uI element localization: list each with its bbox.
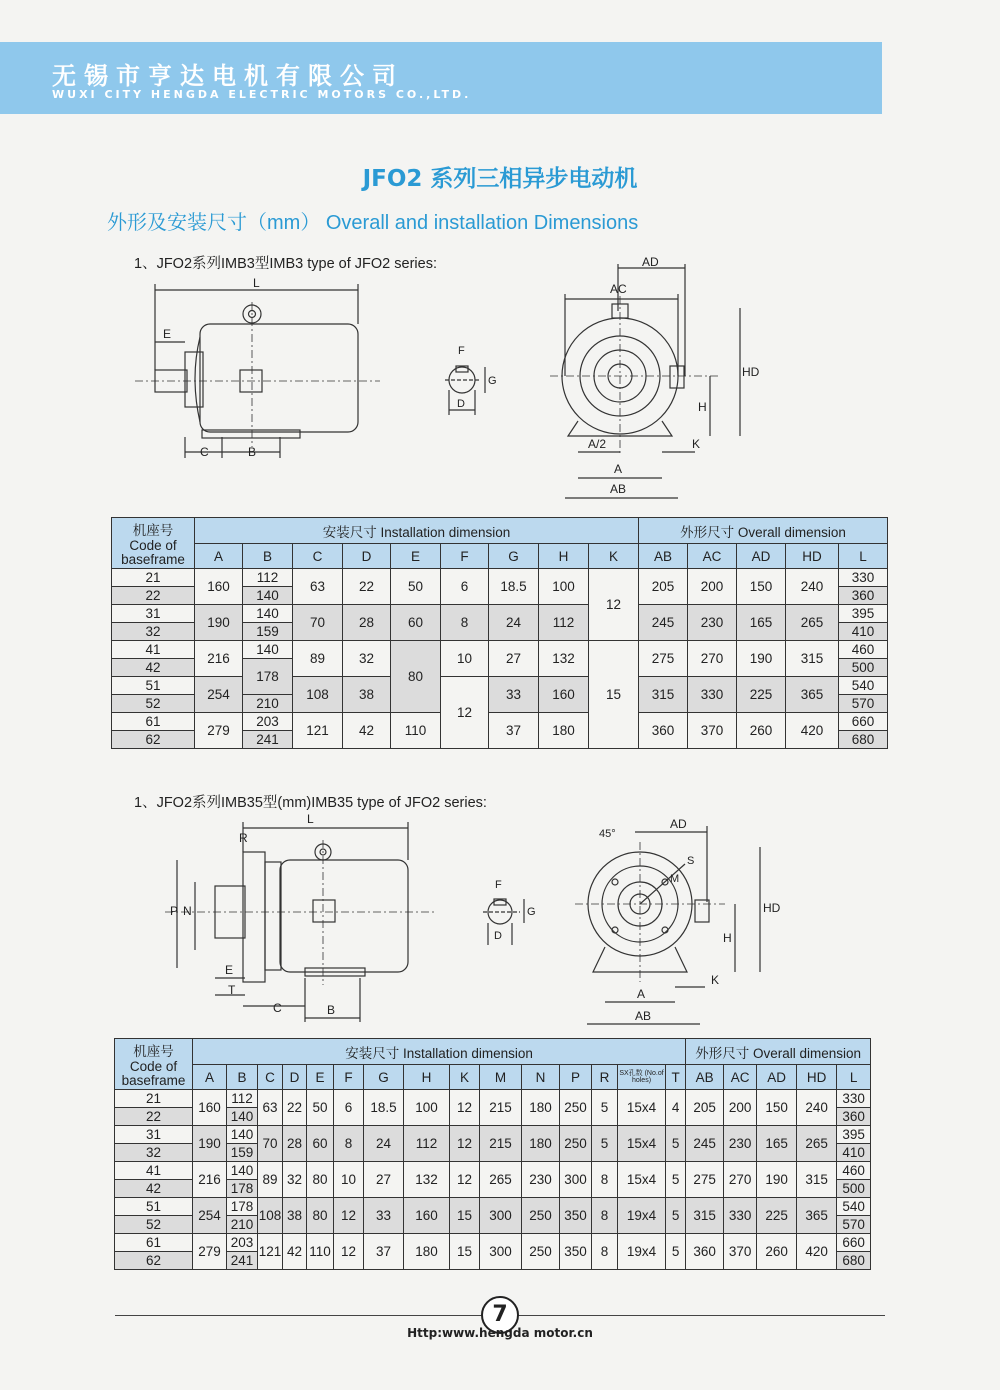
- dim-label-45deg: 45°: [599, 828, 616, 840]
- cell-AC: 230: [688, 605, 737, 641]
- col-header: K: [450, 1065, 480, 1090]
- col-header: SX孔数 (No.of holes): [618, 1065, 666, 1090]
- cell-AD: 165: [757, 1126, 797, 1162]
- col-header: AC: [724, 1065, 757, 1090]
- imb3-side-view-drawing: [130, 272, 390, 472]
- cell-F: 8: [334, 1126, 364, 1162]
- cell-F: 6: [334, 1090, 364, 1126]
- cell-A: 254: [193, 1198, 227, 1234]
- cell-A: 216: [195, 641, 243, 677]
- cell-B: 140: [243, 587, 293, 605]
- cell-B: 159: [227, 1144, 258, 1162]
- col-header: AB: [686, 1065, 724, 1090]
- cell-C: 70: [258, 1126, 283, 1162]
- code-cell: 51: [115, 1198, 193, 1216]
- dim-label-HD: HD: [763, 901, 781, 915]
- page-subtitle: 外形及安装尺寸（mm） Overall and installation Dimensions: [107, 212, 639, 234]
- page-number: 7: [481, 1296, 519, 1334]
- cell-E: 60: [391, 605, 441, 641]
- cell-G: 37: [489, 713, 539, 749]
- code-cell: 42: [112, 659, 195, 677]
- cell-AB: 205: [686, 1090, 724, 1126]
- cell-AD: 225: [737, 677, 786, 713]
- dim-label-K: K: [692, 437, 701, 451]
- overall-header: 外形尺寸 Overall dimension: [639, 518, 888, 544]
- cell-D: 32: [283, 1162, 307, 1198]
- cell-L: 395: [837, 1126, 871, 1144]
- cell-D: 28: [343, 605, 391, 641]
- col-header: A: [193, 1065, 227, 1090]
- cell-HD: 365: [786, 677, 839, 713]
- col-header: HD: [797, 1065, 837, 1090]
- cell-H: 100: [539, 569, 589, 605]
- cell-B: 178: [227, 1180, 258, 1198]
- cell-D: 38: [343, 677, 391, 713]
- code-cell: 31: [115, 1126, 193, 1144]
- cell-L: 460: [839, 641, 888, 659]
- cell-HD: 315: [786, 641, 839, 677]
- cell-AC: 330: [688, 677, 737, 713]
- overall-header: 外形尺寸 Overall dimension: [686, 1039, 871, 1065]
- cell-F: 6: [441, 569, 489, 605]
- footer-url: Http:www.hengda motor.cn: [407, 1326, 593, 1340]
- install-header: 安装尺寸 Installation dimension: [193, 1039, 686, 1065]
- cell-L: 540: [837, 1198, 871, 1216]
- cell-B: 140: [243, 641, 293, 659]
- cell-HD: 265: [797, 1126, 837, 1162]
- company-name-cn: 无锡市亨达电机有限公司: [52, 62, 404, 90]
- dim-label-AD: AD: [642, 255, 659, 269]
- cell-C: 121: [258, 1234, 283, 1270]
- dim-label-K: K: [711, 973, 720, 987]
- dim-label-F: F: [458, 345, 465, 357]
- section1-heading: 1、JFO2系列IMB3型IMB3 type of JFO2 series:: [134, 256, 437, 272]
- cell-A: 160: [193, 1090, 227, 1126]
- cell-A: 160: [195, 569, 243, 605]
- cell-S: 19x4: [618, 1198, 666, 1234]
- cell-L: 500: [837, 1180, 871, 1198]
- dim-label-B: B: [248, 445, 257, 459]
- cell-F: 10: [441, 641, 489, 677]
- page-title: JFO2 系列三相异步电动机: [362, 166, 638, 192]
- cell-E: 50: [391, 569, 441, 605]
- cell-B: 210: [243, 695, 293, 713]
- cell-AD: 150: [757, 1090, 797, 1126]
- cell-A: 190: [195, 605, 243, 641]
- cell-B: 112: [243, 569, 293, 587]
- cell-E: 110: [391, 713, 441, 749]
- dim-label-R: R: [239, 831, 248, 845]
- cell-T: 5: [666, 1162, 686, 1198]
- cell-HD: 365: [797, 1198, 837, 1234]
- cell-G: 33: [489, 677, 539, 713]
- code-cell: 42: [115, 1180, 193, 1198]
- cell-R: 8: [592, 1198, 618, 1234]
- cell-C: 63: [293, 569, 343, 605]
- dim-label-B: B: [327, 1003, 336, 1017]
- cell-E: 80: [307, 1198, 334, 1234]
- cell-P: 300: [560, 1162, 592, 1198]
- dim-label-N: N: [183, 904, 192, 918]
- cell-G: 33: [364, 1198, 404, 1234]
- cell-C: 108: [258, 1198, 283, 1234]
- cell-H: 100: [404, 1090, 450, 1126]
- cell-AB: 315: [639, 677, 688, 713]
- code-cell: 41: [112, 641, 195, 659]
- cell-A: 254: [195, 677, 243, 713]
- cell-P: 350: [560, 1234, 592, 1270]
- imb3-front-view-drawing: [550, 256, 760, 506]
- cell-B: 203: [227, 1234, 258, 1252]
- col-header: L: [839, 544, 888, 569]
- code-cell: 21: [115, 1090, 193, 1108]
- col-header: AD: [737, 544, 786, 569]
- dim-label-AD: AD: [670, 817, 687, 831]
- cell-L: 360: [837, 1108, 871, 1126]
- cell-G: 18.5: [489, 569, 539, 605]
- cell-K: 12: [450, 1162, 480, 1198]
- cell-G: 27: [364, 1162, 404, 1198]
- cell-HD: 240: [797, 1090, 837, 1126]
- cell-P: 350: [560, 1198, 592, 1234]
- col-header: D: [283, 1065, 307, 1090]
- imb35-side-view-drawing: [155, 810, 445, 1025]
- dim-label-E: E: [163, 327, 172, 341]
- cell-AC: 200: [688, 569, 737, 605]
- dim-label-F: F: [495, 879, 502, 891]
- col-header: AD: [757, 1065, 797, 1090]
- cell-R: 5: [592, 1090, 618, 1126]
- code-cell: 31: [112, 605, 195, 623]
- cell-L: 330: [837, 1090, 871, 1108]
- cell-L: 570: [839, 695, 888, 713]
- section2-heading: 1、JFO2系列IMB35型(mm)IMB35 type of JFO2 series:: [134, 795, 487, 811]
- code-cell: 52: [115, 1216, 193, 1234]
- col-header: F: [441, 544, 489, 569]
- cell-F: 12: [334, 1198, 364, 1234]
- code-header: [115, 1039, 193, 1090]
- cell-H: 160: [539, 677, 589, 713]
- cell-H: 112: [539, 605, 589, 641]
- dim-label-AB: AB: [635, 1009, 652, 1023]
- cell-G: 37: [364, 1234, 404, 1270]
- cell-AD: 260: [737, 713, 786, 749]
- cell-G: 27: [489, 641, 539, 677]
- col-header: E: [307, 1065, 334, 1090]
- cell-F: 12: [441, 677, 489, 749]
- cell-AB: 245: [686, 1126, 724, 1162]
- code-header-en: Code of baseframe: [121, 1059, 186, 1088]
- cell-F: 8: [441, 605, 489, 641]
- col-header: G: [364, 1065, 404, 1090]
- cell-AB: 275: [639, 641, 688, 677]
- cell-H: 160: [404, 1198, 450, 1234]
- cell-AB: 205: [639, 569, 688, 605]
- dim-label-AB: AB: [610, 482, 627, 496]
- cell-HD: 420: [797, 1234, 837, 1270]
- cell-N: 180: [522, 1126, 560, 1162]
- cell-G: 24: [489, 605, 539, 641]
- cell-L: 680: [839, 731, 888, 749]
- cell-D: 42: [283, 1234, 307, 1270]
- code-cell: 52: [112, 695, 195, 713]
- col-header: AB: [639, 544, 688, 569]
- cell-T: 5: [666, 1198, 686, 1234]
- col-header: C: [293, 544, 343, 569]
- dim-label-L: L: [253, 276, 260, 290]
- imb3-dimension-table: [111, 517, 888, 749]
- cell-B: 112: [227, 1090, 258, 1108]
- cell-AD: 190: [757, 1162, 797, 1198]
- cell-E: 110: [307, 1234, 334, 1270]
- code-header-en: Code of baseframe: [121, 538, 185, 567]
- cell-P: 250: [560, 1090, 592, 1126]
- cell-A: 190: [193, 1126, 227, 1162]
- cell-AC: 270: [688, 641, 737, 677]
- cell-B: 241: [227, 1252, 258, 1270]
- cell-B: 210: [227, 1216, 258, 1234]
- code-cell: 61: [115, 1234, 193, 1252]
- code-cell: 32: [115, 1144, 193, 1162]
- dim-label-P: P: [170, 904, 179, 918]
- cell-E: 80: [391, 641, 441, 713]
- cell-L: 410: [837, 1144, 871, 1162]
- code-cell: 21: [112, 569, 195, 587]
- code-cell: 62: [115, 1252, 193, 1270]
- cell-K: 15: [589, 641, 639, 749]
- cell-C: 70: [293, 605, 343, 641]
- col-header: G: [489, 544, 539, 569]
- code-cell: 32: [112, 623, 195, 641]
- cell-M: 215: [480, 1126, 522, 1162]
- cell-AB: 360: [686, 1234, 724, 1270]
- cell-D: 42: [343, 713, 391, 749]
- cell-L: 540: [839, 677, 888, 695]
- dim-label-S: S: [687, 855, 695, 867]
- cell-D: 38: [283, 1198, 307, 1234]
- cell-B: 140: [227, 1126, 258, 1144]
- cell-AB: 360: [639, 713, 688, 749]
- col-header: T: [666, 1065, 686, 1090]
- cell-C: 89: [293, 641, 343, 677]
- cell-HD: 265: [786, 605, 839, 641]
- col-header: R: [592, 1065, 618, 1090]
- cell-AC: 330: [724, 1198, 757, 1234]
- code-cell: 61: [112, 713, 195, 731]
- cell-M: 300: [480, 1234, 522, 1270]
- dim-label-C: C: [200, 445, 209, 459]
- cell-D: 22: [283, 1090, 307, 1126]
- cell-L: 500: [839, 659, 888, 677]
- cell-AD: 150: [737, 569, 786, 605]
- dim-label-AC: AC: [610, 282, 627, 296]
- col-header: P: [560, 1065, 592, 1090]
- imb3-shaft-section-drawing: [440, 340, 500, 420]
- cell-AD: 225: [757, 1198, 797, 1234]
- dim-label-A: A: [637, 987, 646, 1001]
- cell-B: 178: [243, 659, 293, 695]
- dim-label-T: T: [228, 983, 236, 997]
- cell-T: 5: [666, 1126, 686, 1162]
- dim-label-C: C: [273, 1001, 282, 1015]
- code-header-cn: 机座号: [132, 523, 174, 538]
- code-cell: 22: [115, 1108, 193, 1126]
- dim-label-H: H: [723, 931, 732, 945]
- cell-R: 5: [592, 1126, 618, 1162]
- cell-D: 28: [283, 1126, 307, 1162]
- cell-AB: 275: [686, 1162, 724, 1198]
- dim-label-L: L: [307, 812, 314, 826]
- cell-S: 19x4: [618, 1234, 666, 1270]
- install-header: 安装尺寸 Installation dimension: [195, 518, 639, 544]
- imb35-shaft-section-drawing: [478, 875, 540, 947]
- cell-HD: 240: [786, 569, 839, 605]
- cell-AB: 315: [686, 1198, 724, 1234]
- cell-AC: 370: [688, 713, 737, 749]
- cell-D: 22: [343, 569, 391, 605]
- cell-B: 178: [227, 1198, 258, 1216]
- cell-C: 89: [258, 1162, 283, 1198]
- cell-AC: 270: [724, 1162, 757, 1198]
- cell-AD: 190: [737, 641, 786, 677]
- cell-B: 241: [243, 731, 293, 749]
- dim-label-E: E: [225, 963, 234, 977]
- company-name-en: WUXI CITY HENGDA ELECTRIC MOTORS CO.,LTD.: [52, 88, 472, 101]
- imb35-front-view-drawing: [575, 812, 781, 1030]
- cell-N: 250: [522, 1198, 560, 1234]
- cell-H: 112: [404, 1126, 450, 1162]
- cell-E: 80: [307, 1162, 334, 1198]
- code-cell: 51: [112, 677, 195, 695]
- cell-L: 660: [837, 1234, 871, 1252]
- cell-E: 50: [307, 1090, 334, 1126]
- cell-K: 12: [450, 1090, 480, 1126]
- cell-K: 15: [450, 1198, 480, 1234]
- col-header: HD: [786, 544, 839, 569]
- col-header: H: [539, 544, 589, 569]
- dim-label-A-half: A/2: [588, 437, 607, 451]
- col-header: H: [404, 1065, 450, 1090]
- col-header: E: [391, 544, 441, 569]
- cell-H: 180: [404, 1234, 450, 1270]
- cell-G: 18.5: [364, 1090, 404, 1126]
- dim-label-G: G: [527, 906, 536, 918]
- cell-T: 4: [666, 1090, 686, 1126]
- dim-label-M: M: [670, 873, 680, 885]
- cell-M: 300: [480, 1198, 522, 1234]
- cell-HD: 420: [786, 713, 839, 749]
- col-header: C: [258, 1065, 283, 1090]
- cell-B: 140: [227, 1108, 258, 1126]
- cell-HD: 315: [797, 1162, 837, 1198]
- cell-AC: 370: [724, 1234, 757, 1270]
- col-header: N: [522, 1065, 560, 1090]
- dim-label-HD: HD: [742, 365, 760, 379]
- code-cell: 62: [112, 731, 195, 749]
- cell-AD: 165: [737, 605, 786, 641]
- cell-A: 279: [195, 713, 243, 749]
- col-header: A: [195, 544, 243, 569]
- cell-AD: 260: [757, 1234, 797, 1270]
- cell-N: 250: [522, 1234, 560, 1270]
- imb35-dimension-table: [114, 1038, 905, 1270]
- cell-C: 108: [293, 677, 343, 713]
- col-header: L: [837, 1065, 871, 1090]
- cell-M: 265: [480, 1162, 522, 1198]
- cell-H: 132: [404, 1162, 450, 1198]
- dim-label-D: D: [457, 398, 465, 410]
- code-cell: 22: [112, 587, 195, 605]
- cell-A: 279: [193, 1234, 227, 1270]
- cell-S: 15x4: [618, 1090, 666, 1126]
- cell-L: 570: [837, 1216, 871, 1234]
- col-header: D: [343, 544, 391, 569]
- cell-R: 8: [592, 1234, 618, 1270]
- cell-K: 15: [450, 1234, 480, 1270]
- cell-L: 660: [839, 713, 888, 731]
- cell-L: 410: [839, 623, 888, 641]
- cell-K: 12: [450, 1126, 480, 1162]
- cell-E: 60: [307, 1126, 334, 1162]
- cell-N: 180: [522, 1090, 560, 1126]
- cell-AC: 200: [724, 1090, 757, 1126]
- col-header: F: [334, 1065, 364, 1090]
- col-header: B: [227, 1065, 258, 1090]
- cell-K: 12: [589, 569, 639, 641]
- cell-M: 215: [480, 1090, 522, 1126]
- code-cell: 41: [115, 1162, 193, 1180]
- cell-N: 230: [522, 1162, 560, 1198]
- col-header: B: [243, 544, 293, 569]
- cell-B: 140: [243, 605, 293, 623]
- cell-L: 360: [839, 587, 888, 605]
- cell-F: 12: [334, 1234, 364, 1270]
- dim-label-A: A: [614, 462, 623, 476]
- cell-P: 250: [560, 1126, 592, 1162]
- cell-C: 63: [258, 1090, 283, 1126]
- dim-label-D: D: [494, 930, 502, 942]
- code-header-cn: 机座号: [133, 1044, 174, 1059]
- cell-B: 203: [243, 713, 293, 731]
- cell-A: 216: [193, 1162, 227, 1198]
- col-header: AC: [688, 544, 737, 569]
- cell-L: 680: [837, 1252, 871, 1270]
- code-header: [112, 518, 195, 569]
- cell-R: 8: [592, 1162, 618, 1198]
- col-header: M: [480, 1065, 522, 1090]
- cell-B: 159: [243, 623, 293, 641]
- cell-AB: 245: [639, 605, 688, 641]
- dim-label-G: G: [488, 375, 497, 387]
- cell-L: 330: [839, 569, 888, 587]
- cell-G: 24: [364, 1126, 404, 1162]
- cell-S: 15x4: [618, 1126, 666, 1162]
- cell-B: 140: [227, 1162, 258, 1180]
- cell-D: 32: [343, 641, 391, 677]
- cell-T: 5: [666, 1234, 686, 1270]
- cell-C: 121: [293, 713, 343, 749]
- dim-label-H: H: [698, 400, 707, 414]
- cell-F: 10: [334, 1162, 364, 1198]
- cell-H: 180: [539, 713, 589, 749]
- cell-AC: 230: [724, 1126, 757, 1162]
- col-header: K: [589, 544, 639, 569]
- cell-S: 15x4: [618, 1162, 666, 1198]
- cell-L: 395: [839, 605, 888, 623]
- cell-H: 132: [539, 641, 589, 677]
- cell-L: 460: [837, 1162, 871, 1180]
